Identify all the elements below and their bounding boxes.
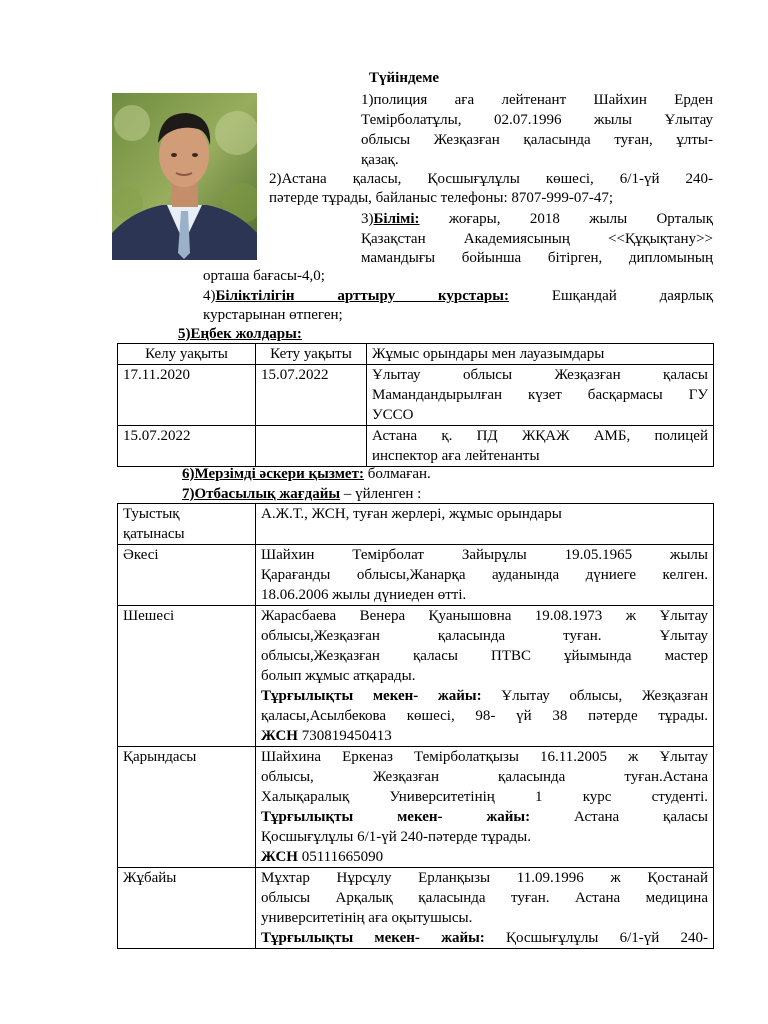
courses-line [203,286,713,306]
details-line: Жарасбаева Венера Қуанышовна 19.08.1973 ж Ұлытау [261,608,708,624]
table-header-row [118,504,714,545]
details-cell [256,747,714,868]
header-line: Туыстық [123,506,180,522]
page-title: Түйіндеме [369,70,440,86]
relation-cell: Жұбайы [118,868,256,949]
work-table [117,343,714,467]
address-label: Тұрғылықты мекен- жайы: [261,930,485,946]
address-line: 2)Астана қаласы, Қосшығұлұлы көшесі, 6/1-үй 240- [269,171,713,187]
details-line: университетінің аға оқытушысы. [261,910,473,926]
start-date: 17.11.2020 [118,365,256,426]
details-cell [256,545,714,606]
education-line: мамандығы бойынша бітірген, дипломының [361,250,713,266]
position-cell [367,426,714,467]
work-heading: 5)Еңбек жолдары: [178,326,302,342]
details-line: облысы Арқалық қаласында туған. Астана медицина [261,890,708,906]
details-line: Шайхин Темірболат Зайырұлы 19.05.1965 жылы [261,547,708,563]
details-line: Шайхина Еркеназ Темірболатқызы 16.11.2005 ж Ұлытау [261,749,708,765]
education-label: Білімі: [373,211,420,227]
position-line: УССО [372,407,414,423]
intro-line: облысы Жезқазған қаласында туған, ұлты- [361,132,713,148]
details-line: 18.06.2006 жылы дүниеден өтті. [261,587,467,603]
details-line: облысы,Жезқазған қаласы ПТВС ұйымында мастер [261,648,708,664]
address-text: Ұлытау облысы, Жезқазған [481,688,708,704]
details-line: Халықаралық Университетінің 1 курс студенті. [261,789,708,805]
courses-label: Біліктілігін арттыру курстары: [215,288,509,304]
courses-line: курстарынан өтпеген; [203,307,343,323]
address-line [261,686,708,706]
education-text: жоғары, 2018 жылы Орталық [419,211,713,227]
military-line [182,464,431,484]
military-label: 6)Мерзімді әскери қызмет: [182,466,364,482]
intro-line: қазақ. [361,152,399,168]
table-row [118,606,714,747]
address-label: Тұрғылықты мекен- жайы: [261,809,531,825]
iin-value: 05111665090 [297,849,384,865]
column-header: Кету уақыты [256,344,367,365]
position-cell [367,365,714,426]
table-row [118,365,714,426]
family-status-value: – үйленген : [340,486,422,502]
table-header-row [118,344,714,365]
education-num: 3) [361,211,374,227]
iin-value: 730819450413 [297,728,392,744]
address-line: пәтерде тұрады, байланыс телефоны: 8707-999-07-47; [269,190,614,206]
position-line: инспектор аға лейтенанты [372,448,540,464]
column-header: Келу уақыты [118,344,256,365]
position-line: Астана қ. ПД ЖҚАЖ АМБ, полицей [372,428,708,444]
portrait-image [112,93,257,260]
relation-cell: Әкесі [118,545,256,606]
address-text: Қосшығұлұлы 6/1-үй 240- [484,930,708,946]
position-line: Ұлытау облысы Жезқазған қаласы [372,367,708,383]
table-row [118,545,714,606]
details-cell [256,606,714,747]
address-line [261,807,708,827]
details-line: облысы, Жезқазған қаласында туған.Астана [261,769,708,785]
details-line: облысы,Жезқазған қаласында туған. Ұлытау [261,628,708,644]
education-line [361,209,713,229]
address-text: Астана қаласы [530,809,709,825]
end-date [256,426,367,467]
iin-line [261,847,708,867]
details-cell [256,868,714,949]
family-status-line [182,484,421,504]
courses-num: 4) [203,288,216,304]
address-line [261,928,708,948]
profile-photo [112,93,257,260]
column-header: Жұмыс орындары мен лауазымдары [367,344,714,365]
courses-text: Ешқандай даярлық [508,288,713,304]
education-line: Қазақстан Академиясының <<Құқықтану>> [361,231,713,247]
relation-cell: Шешесі [118,606,256,747]
family-table [117,503,714,949]
header-line: қатынасы [123,526,185,542]
table-row [118,426,714,467]
end-date: 15.07.2022 [256,365,367,426]
start-date: 15.07.2022 [118,426,256,467]
details-line: Мұхтар Нұрсұлу Ерланқызы 11.09.1996 ж Қостанай [261,870,708,886]
family-status-label: 7)Отбасылық жағдайы [182,486,341,502]
details-line: Қарағанды облысы,Жанарқа ауданында дүниеге келген. [261,567,708,583]
column-header [118,504,256,545]
table-row [118,868,714,949]
military-value: болмаған. [363,466,431,482]
address-line: қаласы,Асылбекова көшесі, 98- үй 38 пәтерде тұрады. [261,708,708,724]
address-label: Тұрғылықты мекен- жайы: [261,688,482,704]
iin-label: ЖСН [261,728,298,744]
position-line: Мамандандырылған күзет басқармасы ГУ [372,387,708,403]
address-line: Қосшығұлұлы 6/1-үй 240-пәтерде тұрады. [261,829,531,845]
table-row [118,747,714,868]
column-header: А.Ж.Т., ЖСН, туған жерлері, жұмыс орындары [256,504,714,545]
iin-label: ЖСН [261,849,298,865]
relation-cell: Қарындасы [118,747,256,868]
details-line: болып жұмыс атқарады. [261,668,416,684]
education-line: орташа бағасы-4,0; [203,268,325,284]
intro-line: Темірболатұлы, 02.07.1996 жылы Ұлытау [361,112,713,128]
iin-line [261,726,708,746]
intro-line: 1)полиция аға лейтенант Шайхин Ерден [361,92,713,108]
